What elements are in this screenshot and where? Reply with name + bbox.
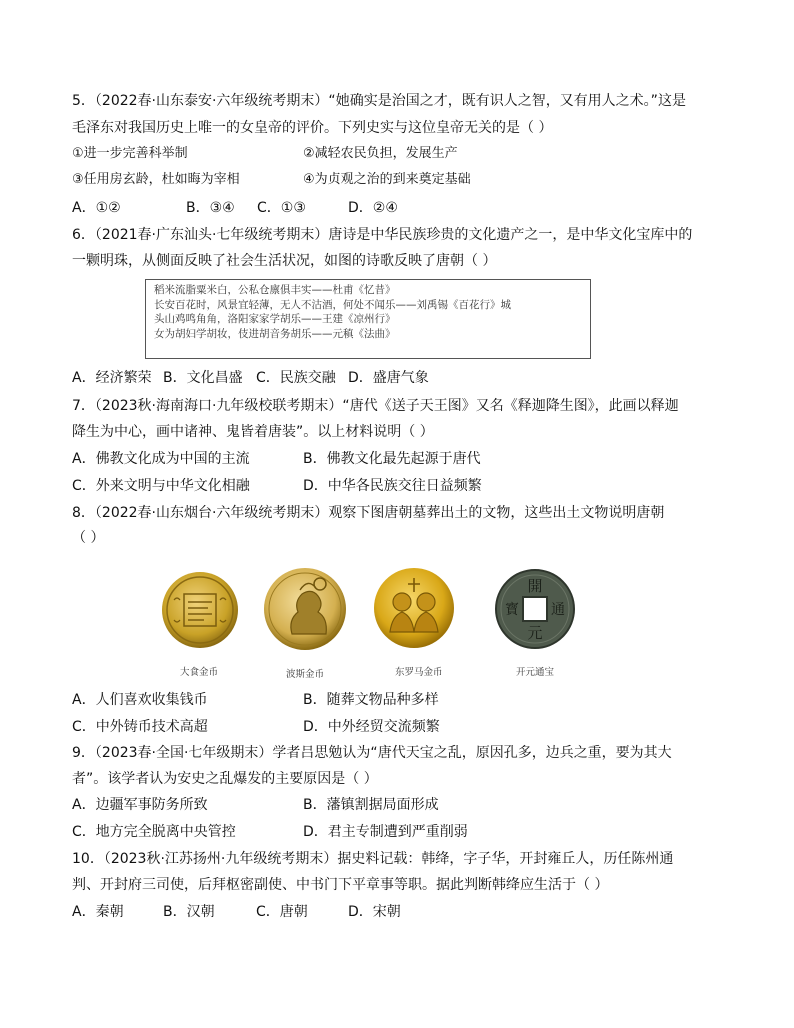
coin-glyph-top: 開 bbox=[527, 577, 543, 595]
q10-stem-line2: 判、开封府三司使，后拜枢密副使、中书门下平章事等职。据此判断韩绛应生活于（ ） bbox=[72, 877, 609, 893]
q5-option-a: A．①② bbox=[72, 200, 121, 216]
q6-poem-line-3: 头山鸡鸣角角，洛阳家家学胡乐——王建《凉州行》 bbox=[154, 313, 396, 325]
coin-glyph-right: 通 bbox=[551, 602, 565, 618]
q10-option-b: B．汉朝 bbox=[163, 904, 215, 920]
q6-poem-line-1: 稻米流脂粟米白，公私仓廪俱丰实——杜甫《忆昔》 bbox=[154, 284, 396, 296]
q7-option-d: D．中华各民族交往日益频繁 bbox=[303, 478, 482, 494]
q6-poem-line-2: 长安百花时，风景宜轻薄，无人不沽酒，何处不闻乐——刘禹锡《百花行》城 bbox=[154, 298, 511, 311]
q6-stem-line2: 一颗明珠，从侧面反映了社会生活状况，如图的诗歌反映了唐朝（ ） bbox=[72, 253, 497, 269]
q6-option-c: C．民族交融 bbox=[256, 370, 336, 386]
coin-caption-persian: 波斯金币 bbox=[286, 669, 325, 680]
q8-stem-line1: 8．（2022春·山东烟台·六年级统考期末）观察下图唐朝墓葬出土的文物，这些出土文物说明唐朝 bbox=[72, 505, 665, 521]
q8-option-c: C．中外铸币技术高超 bbox=[72, 719, 208, 735]
coin-caption-kaiyuan: 开元通宝 bbox=[516, 667, 555, 678]
q5-item-3: ③任用房玄龄，杜如晦为宰相 bbox=[72, 172, 240, 187]
q9-stem-line2: 者”。该学者认为安史之乱爆发的主要原因是（ ） bbox=[72, 771, 378, 787]
q7-stem-line2: 降生为中心，画中诸神、鬼皆着唐装”。以上材料说明（ ） bbox=[72, 424, 434, 440]
q6-option-a: A．经济繁荣 bbox=[72, 370, 152, 386]
persian-gold-coin-image bbox=[262, 566, 348, 652]
q9-option-d: D．君主专制遭到严重削弱 bbox=[303, 824, 468, 840]
q8-option-d: D．中外经贸交流频繁 bbox=[303, 719, 440, 735]
coin-caption-byzantine: 东罗马金币 bbox=[395, 667, 443, 678]
q5-option-c: C．①③ bbox=[257, 200, 306, 216]
q7-stem-line1: 7．（2023秋·海南海口·九年级校联考期末）“唐代《送子天王图》又名《释迦降生图》，此画以释迦 bbox=[72, 398, 679, 414]
q6-stem-line1: 6．（2021春·广东汕头·七年级统考期末）唐诗是中华民族珍贵的文化遗产之一，是中华文化宝库中的 bbox=[72, 227, 693, 243]
q7-option-b: B．佛教文化最先起源于唐代 bbox=[303, 451, 481, 467]
q6-poem-line-4: 女为胡妇学胡妆，伎进胡音务胡乐——元稹《法曲》 bbox=[154, 327, 396, 340]
q10-option-d: D．宋朝 bbox=[348, 904, 401, 920]
q9-option-c: C．地方完全脱离中央管控 bbox=[72, 824, 236, 840]
q9-option-a: A．边疆军事防务所致 bbox=[72, 797, 208, 813]
q9-option-b: B．藩镇割据局面形成 bbox=[303, 797, 439, 813]
q5-item-1: ①进一步完善科举制 bbox=[72, 146, 188, 161]
coin-glyph-bottom: 元 bbox=[527, 624, 543, 642]
q7-option-c: C．外来文明与中华文化相融 bbox=[72, 478, 250, 494]
q9-stem-line1: 9．（2023春·全国·七年级期末）学者吕思勉认为“唐代天宝之乱，原因孔多，边兵之重，要为其大 bbox=[72, 745, 672, 761]
coin-caption-dashi: 大食金币 bbox=[180, 667, 219, 678]
q5-item-2: ②减轻农民负担，发展生产 bbox=[303, 146, 458, 161]
q8-stem-line2: （ ） bbox=[72, 530, 105, 546]
byzantine-gold-coin-image bbox=[372, 566, 456, 650]
kaiyuan-tongbao-coin-image bbox=[494, 568, 576, 650]
q8-option-a: A．人们喜欢收集钱币 bbox=[72, 692, 208, 708]
q5-item-4: ④为贞观之治的到来奠定基础 bbox=[303, 172, 471, 187]
q5-option-d: D．②④ bbox=[348, 200, 398, 216]
q8-option-b: B．随葬文物品种多样 bbox=[303, 692, 439, 708]
dashi-gold-coin-image bbox=[160, 570, 240, 650]
q10-option-a: A．秦朝 bbox=[72, 904, 124, 920]
q6-option-b: B．文化昌盛 bbox=[163, 370, 243, 386]
q6-poem-box bbox=[145, 279, 591, 359]
q5-option-b: B．③④ bbox=[186, 200, 235, 216]
q10-stem-line1: 10．（2023秋·江苏扬州·九年级统考期末）据史料记载：韩绛，字子华，开封雍丘人，历任陈州通 bbox=[72, 851, 674, 867]
coin-glyph-left: 寳 bbox=[505, 602, 519, 618]
q5-stem-line2: 毛泽东对我国历史上唯一的女皇帝的评价。下列史实与这位皇帝无关的是（ ） bbox=[72, 120, 553, 136]
q7-option-a: A．佛教文化成为中国的主流 bbox=[72, 451, 250, 467]
q6-option-d: D．盛唐气象 bbox=[348, 370, 429, 386]
q5-stem-line1: 5．（2022春·山东泰安·六年级统考期末）“她确实是治国之才，既有识人之智，又有用人之术。”这是 bbox=[72, 93, 686, 109]
q10-option-c: C．唐朝 bbox=[256, 904, 308, 920]
